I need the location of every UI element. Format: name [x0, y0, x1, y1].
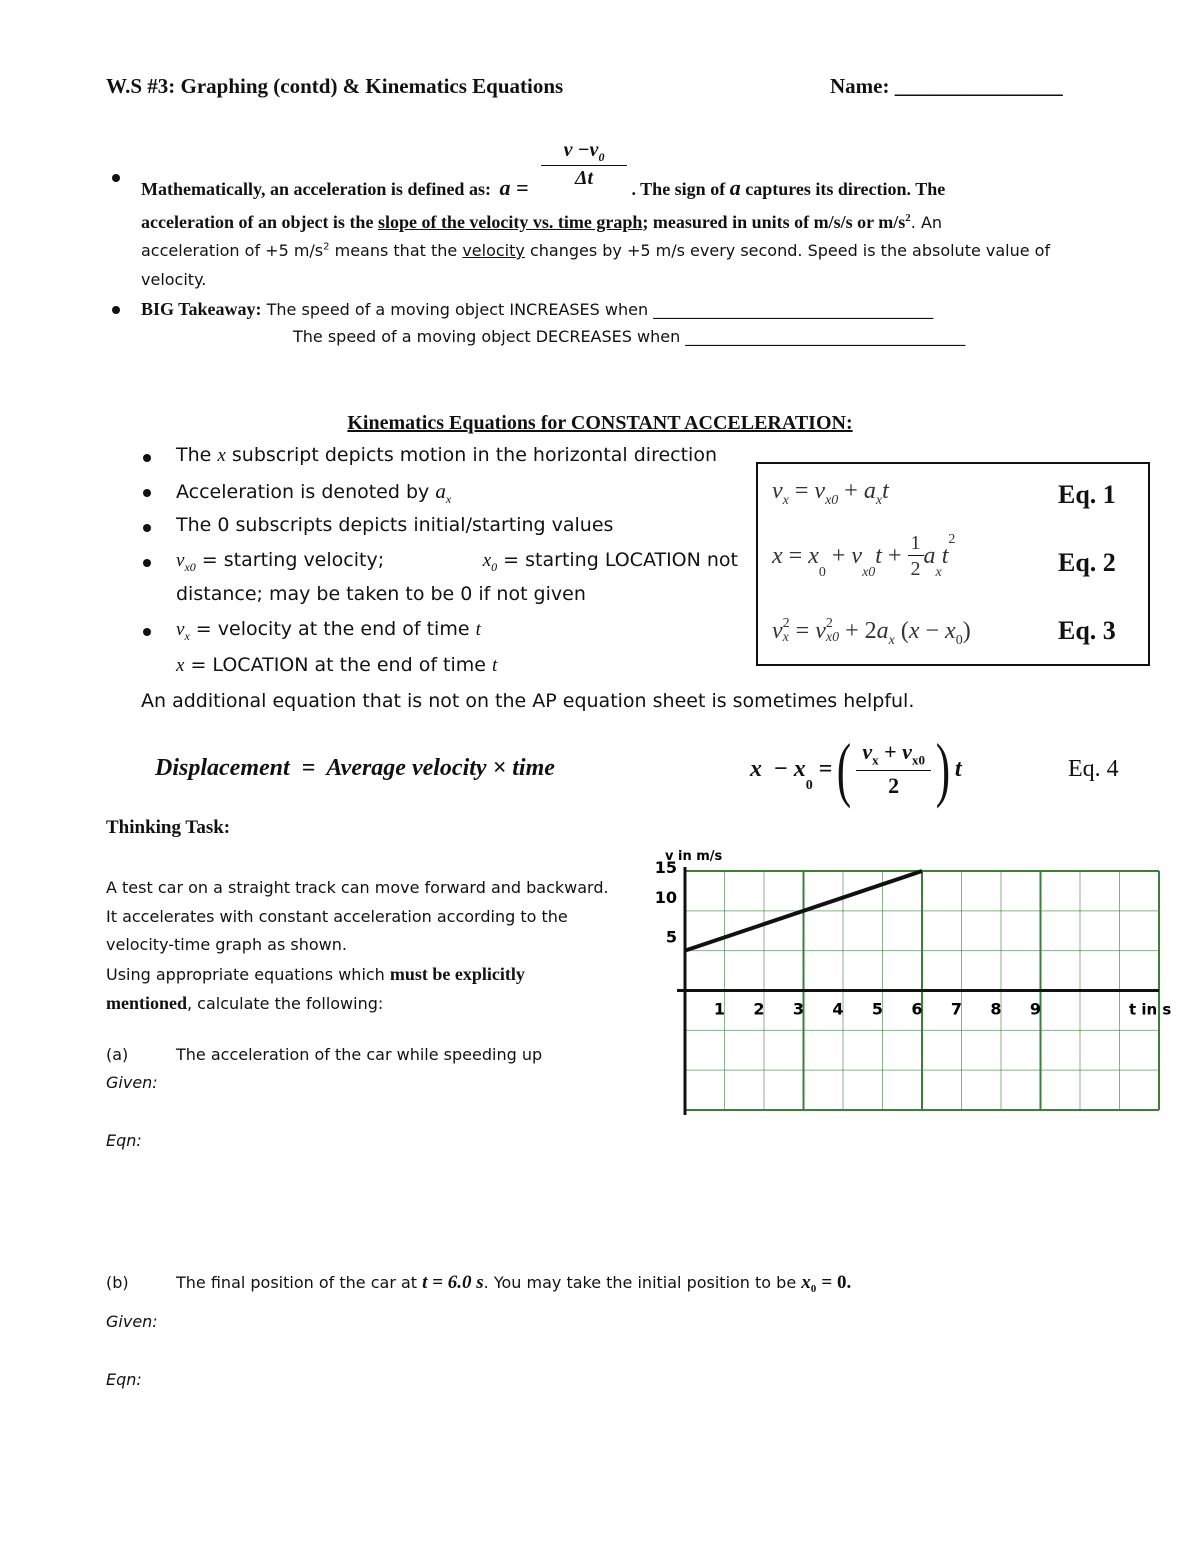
x-tick-label: 3 — [792, 999, 805, 1019]
kin-b2-a: Acceleration is denoted by — [176, 481, 430, 503]
task-line-2: It accelerates with constant acceleration according to the — [106, 906, 568, 926]
x-tick-label: 6 — [911, 999, 923, 1019]
kinematics-heading: Kinematics Equations for CONSTANT ACCELERATION: — [347, 412, 853, 434]
definition-a2: a — [729, 175, 741, 201]
eq1-label: Eq. 1 — [1058, 480, 1116, 509]
x-tick-label: 9 — [1029, 999, 1042, 1019]
kin-bullet-initial: The 0 subscripts depicts initial/starting values — [176, 514, 614, 536]
acceleration-example-line — [141, 241, 1050, 260]
kin-b4-b: = starting LOCATION not — [497, 549, 738, 571]
kin-b4-v: v — [176, 550, 185, 571]
eq3-label: Eq. 3 — [1058, 616, 1116, 645]
kin-b5-v: v — [176, 619, 185, 640]
kin-b5-a: = velocity at the end of time — [189, 618, 470, 640]
definition-a: a = — [499, 175, 529, 201]
qb-a: The final position of the car at — [176, 1273, 418, 1292]
kin-b4-line1 — [176, 549, 738, 575]
fraction-denominator: Δt — [574, 167, 594, 189]
qb-b: . You may take the initial position to be — [483, 1273, 797, 1292]
question-b-label: (b) — [106, 1273, 129, 1292]
example-c: changes by +5 m/s every second. Speed is the absolute value of — [529, 241, 1051, 260]
bullet-dot — [143, 628, 151, 636]
kin-b6-x: x — [176, 655, 185, 676]
task-line-4a: Using appropriate equations which — [106, 964, 385, 984]
x-tick-label: 1 — [713, 999, 726, 1019]
task-line-5a: mentioned — [106, 993, 187, 1013]
task-line-5b: , calculate the following: — [187, 994, 384, 1013]
kin-b4-a: = starting velocity; — [195, 549, 385, 571]
velocity-time-graph — [640, 846, 1180, 1121]
y-tick-label: 5 — [665, 927, 677, 947]
y-axis-label: v in m/s — [665, 849, 723, 864]
question-a-given[interactable]: Given: — [106, 1073, 158, 1092]
slope-text-sup: 2 — [905, 212, 911, 224]
qb-t: t = 6.0 s — [422, 1272, 484, 1293]
task-line-3: velocity-time graph as shown. — [106, 935, 347, 954]
bullet-dot — [143, 524, 151, 532]
task-line-5 — [106, 989, 609, 1019]
kin-b1-b: subscript depicts motion in the horizontal direction — [231, 444, 718, 466]
acceleration-fraction — [541, 140, 627, 188]
task-line-4 — [106, 960, 609, 990]
takeaway-increases-blank[interactable]: The speed of a moving object INCREASES when ___________________________________ — [266, 300, 934, 319]
x-tick-label: 8 — [990, 999, 1002, 1019]
acceleration-definition-line — [141, 139, 946, 201]
question-a-label: (a) — [106, 1045, 129, 1064]
x-tick-label: 5 — [871, 999, 884, 1019]
kin-bullet-acceleration — [176, 479, 451, 507]
acceleration-slope-line — [141, 212, 942, 233]
x-axis-label: t in s — [1129, 1000, 1172, 1019]
task-line-1: A test car on a straight track can move forward and backward. — [106, 878, 609, 897]
example-sup: 2 — [323, 241, 330, 253]
qb-xsub: 0 — [810, 1283, 817, 1296]
kin-b1-a: The — [176, 444, 212, 466]
example-underlined: velocity — [462, 241, 525, 260]
kin-bullet-final-velocity — [176, 618, 481, 644]
definition-tail: captures its direction. The — [745, 179, 946, 200]
question-a-text: The acceleration of the car while speeding up — [176, 1045, 543, 1064]
kin-b1-x: x — [217, 445, 226, 466]
x-tick-label: 7 — [950, 999, 963, 1019]
name-field[interactable]: Name: ________________ — [830, 74, 1063, 98]
fraction-numerator: v −v — [563, 139, 599, 161]
slope-text-underlined: slope of the velocity vs. time graph — [377, 212, 643, 232]
fraction-numerator-sub: 0 — [598, 150, 605, 164]
slope-text-b: ; measured in units of m/s/s or m/s — [642, 212, 906, 232]
equation-3: v 2 x = v 2 x0 + $2a_x$ $(x - x_0)$ — [772, 616, 971, 648]
kin-final-location — [176, 654, 497, 677]
question-b-text — [176, 1272, 851, 1295]
bullet-dot — [143, 489, 151, 497]
equation-2: x = x $_0$ + v $_{x0}$ t + $\frac{1}{2}$ a $_x$ t $^2$ — [772, 532, 956, 580]
big-takeaway-label: BIG Takeaway: — [141, 299, 262, 319]
kin-b4-line2: distance; may be taken to be 0 if not given — [176, 582, 586, 605]
question-a-eqn[interactable]: Eqn: — [106, 1131, 142, 1150]
worksheet-title: W.S #3: Graphing (contd) & Kinematics Equations — [106, 74, 564, 98]
kin-b4-vsub: x0 — [184, 559, 196, 574]
example-b: means that the — [329, 241, 458, 260]
bullet-dot — [112, 174, 120, 182]
eq4-words: Displacement = Average velocity × time — [155, 755, 555, 781]
kin-b2-ax: a — [435, 479, 446, 503]
takeaway-decreases-blank[interactable]: The speed of a moving object DECREASES when ___________________________________ — [293, 327, 966, 346]
definition-lead: Mathematically, an acceleration is defined as: — [141, 179, 491, 200]
thinking-task-heading: Thinking Task: — [106, 817, 231, 838]
kin-bullet-x-subscript — [176, 444, 717, 467]
bullet-dot — [143, 454, 151, 462]
equation-1: $v_x = v_{x0} + a_xt$ — [772, 478, 889, 508]
slope-text-a: acceleration of an object is the — [141, 212, 374, 232]
task-description — [106, 874, 609, 1019]
x-tick-label: 4 — [832, 999, 844, 1019]
kin-b5-sub: x — [184, 628, 190, 643]
qb-x: x — [801, 1272, 811, 1293]
kin-b6-t: t — [492, 655, 498, 676]
big-takeaway-line — [141, 299, 933, 320]
equation-4: x − x $_0$ = ( $\frac{v_x + v_{x0}}{2}$ ) t — [750, 729, 962, 809]
kin-b2-sub: x — [445, 491, 452, 506]
additional-equation-note: An additional equation that is not on the AP equation sheet is sometimes helpful. — [141, 690, 915, 712]
bullet-dot — [143, 559, 151, 567]
question-b-given[interactable]: Given: — [106, 1312, 158, 1331]
task-line-4b: must be explicitly — [389, 963, 525, 984]
definition-after: . The sign of — [631, 179, 726, 200]
kin-b6-a: = LOCATION at the end of time — [184, 654, 486, 676]
kin-b5-t: t — [475, 619, 481, 640]
y-tick-label: 15 — [654, 858, 677, 877]
qb-c: = 0. — [821, 1272, 852, 1293]
kin-bullet-starting — [176, 549, 738, 605]
example-a: acceleration of +5 m/s — [141, 241, 324, 260]
slope-text-c: . An — [910, 213, 943, 232]
question-b-eqn[interactable]: Eqn: — [106, 1370, 142, 1389]
kin-b4-xsub: 0 — [491, 559, 498, 574]
eq4-label: Eq. 4 — [1068, 756, 1119, 782]
x-tick-label: 2 — [753, 999, 765, 1019]
y-tick-label: 10 — [654, 887, 677, 907]
equation-box — [756, 462, 1150, 666]
kin-b4-x: x — [482, 550, 492, 571]
bullet-dot — [112, 306, 120, 314]
acceleration-example-end: velocity. — [141, 270, 207, 289]
eq2-label: Eq. 2 — [1058, 548, 1116, 577]
